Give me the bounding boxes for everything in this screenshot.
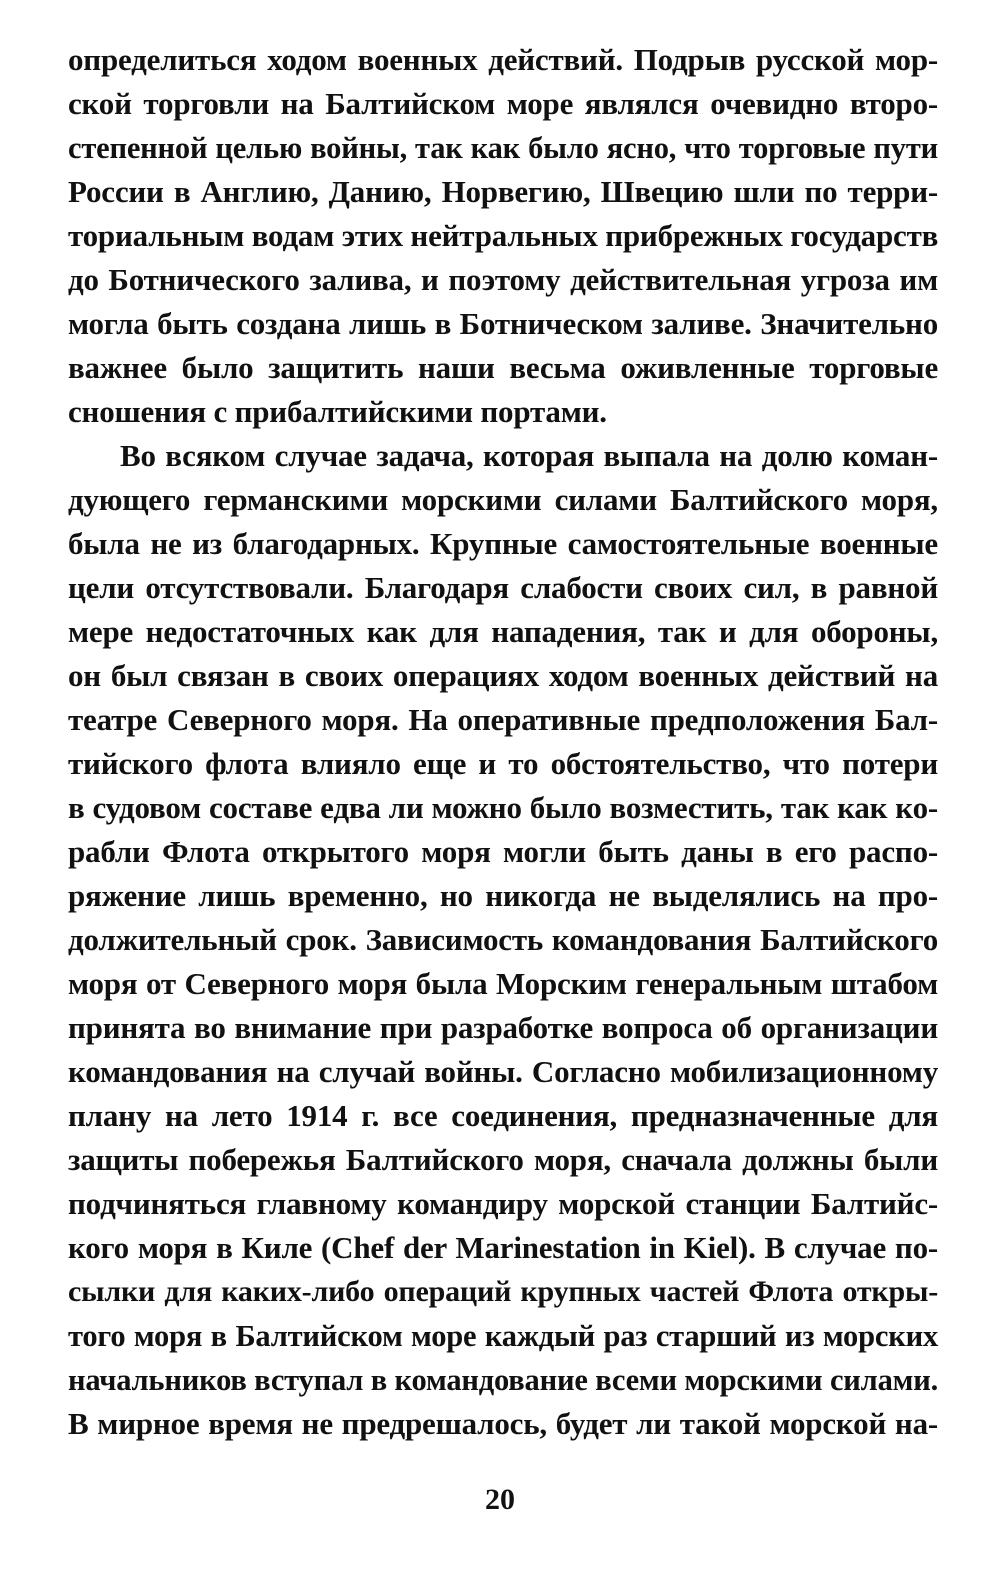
text-line: цели отсутствовали. Благодаря слабости своих сил, в равной [68, 570, 938, 605]
text-line: ряжение лишь временно, но никогда не выделялись на про- [68, 878, 938, 913]
text-line: сылки для каких-либо операций крупных частей Флота откры- [68, 1275, 938, 1308]
text-line: начальников вступал в командование всеми морскими силами. [68, 1363, 938, 1397]
text-line: принята во внимание при разработке вопроса об организации [68, 1010, 938, 1045]
text-line: России в Англию, Данию, Норвегию, Швецию шли по терри- [68, 174, 938, 209]
text-line: рабли Флота открытого моря могли быть даны в его распо- [68, 834, 938, 869]
text-line: сношения с прибалтийскими портами. [68, 394, 607, 429]
text-line: ториальным водам этих нейтральных прибрежных государств [68, 218, 939, 253]
text-line: того моря в Балтийском море каждый раз старший из морских [68, 1319, 938, 1353]
text-line: командования на случай войны. Согласно мобилизационному [68, 1054, 938, 1089]
text-line: была не из благодарных. Крупные самостоятельные военные [68, 526, 938, 561]
text-line: должительный срок. Зависимость командования Балтийского [68, 922, 938, 957]
text-line: в судовом составе едва ли можно было возместить, так как ко- [68, 790, 938, 825]
text-line: плану на лето 1914 г. все соединения, предназначенные для [68, 1098, 938, 1133]
text-line: тийского флота влияло еще и то обстоятельство, что потери [68, 746, 938, 781]
text-line: ской торговли на Балтийском море являлся очевидно второ- [68, 86, 938, 121]
text-line: моря от Северного моря была Морским генеральным штабом [68, 966, 938, 1001]
text-line: театре Северного моря. На оперативные предположения Бал- [68, 702, 938, 737]
text-line: защиты побережья Балтийского моря, сначала должны были [68, 1142, 938, 1177]
text-line: подчиняться главному командиру морской станции Балтийс- [68, 1186, 938, 1221]
text-line: дующего германскими морскими силами Балтийского моря, [68, 482, 938, 517]
text-line: мере недостаточных как для нападения, так и для обороны, [68, 614, 938, 649]
text-line: важнее было защитить наши весьма оживленные торговые [68, 350, 938, 385]
text-line: Во всяком случае задача, которая выпала на долю коман- [120, 438, 938, 473]
page-number: 20 [485, 1483, 515, 1516]
text-line: могла быть создана лишь в Ботническом заливе. Значительно [68, 306, 938, 341]
text-line: до Ботнического залива, и поэтому действительная угроза им [68, 262, 938, 297]
text-line: степенной целью войны, так как было ясно, что торговые пути [68, 131, 938, 165]
text-line: он был связан в своих операциях ходом военных действий на [68, 658, 938, 693]
text-line: определиться ходом военных действий. Подрыв русской мор- [68, 42, 938, 77]
text-line: В мирное время не предрешалось, будет ли такой морской на- [68, 1406, 938, 1441]
text-line: кого моря в Киле (Chef der Marinestation in Kiel). В случае по- [68, 1230, 938, 1265]
